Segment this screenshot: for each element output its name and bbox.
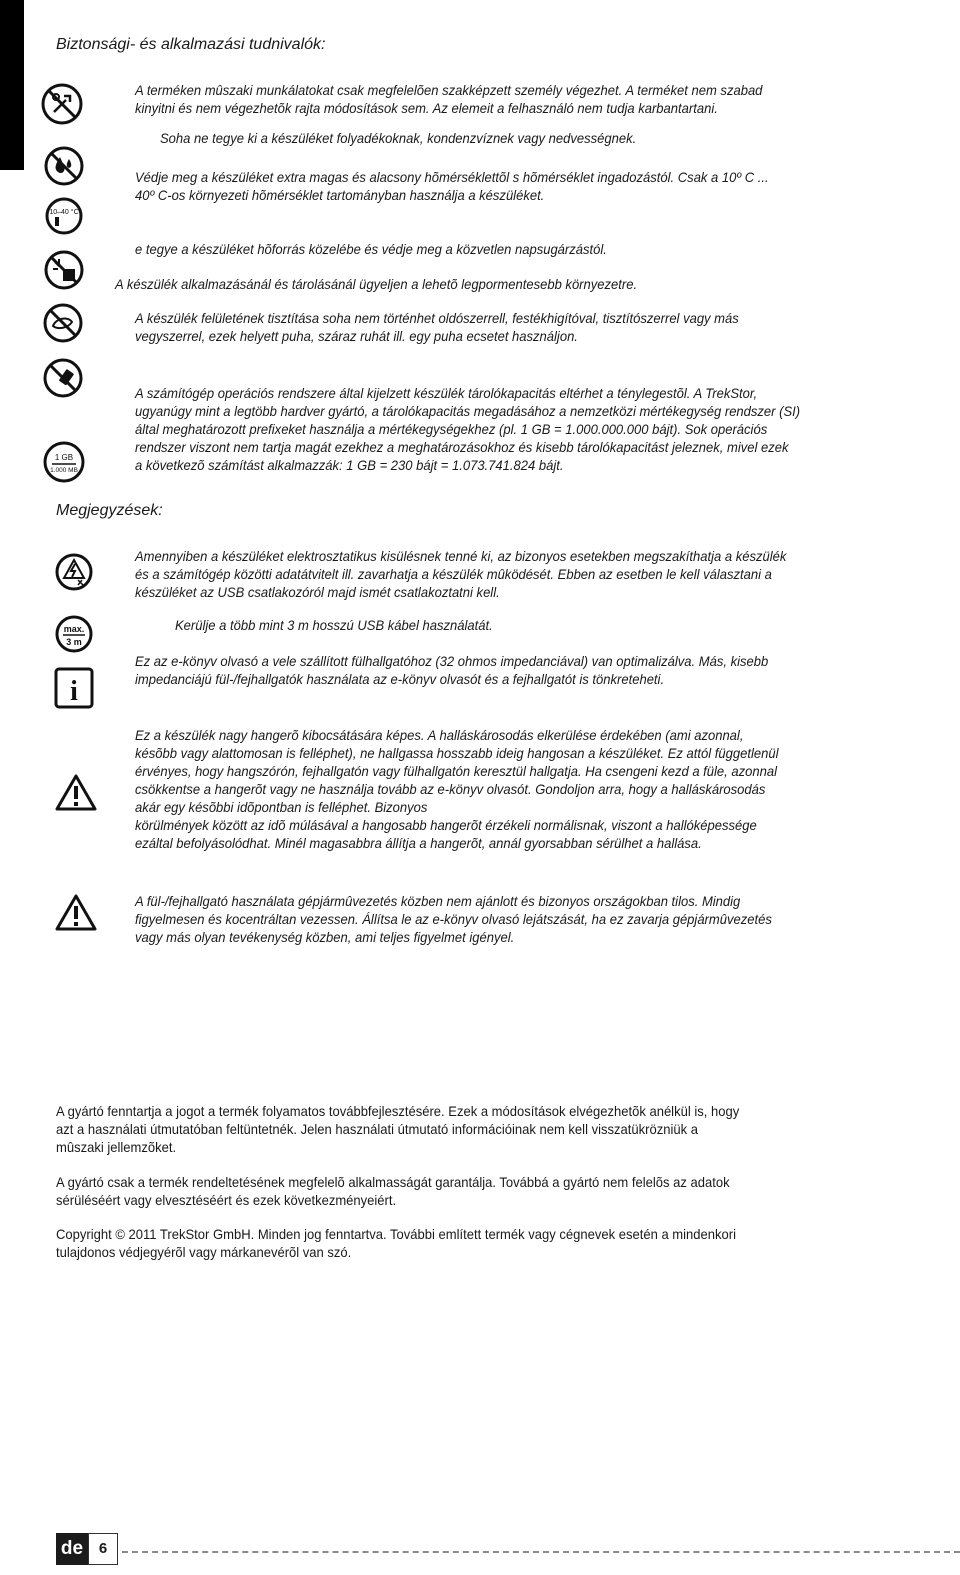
svg-text:1 GB: 1 GB [54,453,74,462]
no-heat-source-icon [43,249,85,291]
page-footer [56,1533,960,1567]
no-chemical-cleaner-icon [42,357,84,399]
side-tab-marker [0,0,24,170]
electrostatic-discharge-icon [54,552,94,592]
note-paragraph-5: A fül-/fejhallgató használata gépjármûvezetés közben nem ajánlott és bizonyos országokban tilos. Mindig figyelmesen és kocentráltan vezessen. Állítsa le az e-könyv olvasó lejátszását, ha ez zavarja gépjármûvezetés vagy más olyan tevékenység közben, ami teljes figyelmet igényel. [135,893,772,945]
page-number: 6 [88,1533,118,1565]
safety-heading: Biztonsági- és alkalmazási tudnivalók: [56,36,326,53]
info-icon [54,667,94,709]
copyright-paragraph: Copyright © 2011 TrekStor GmbH. Minden jog fenntartva. További említett termék vagy cégnevek esetén a mindenkori tulajdonos védjegyérõl vagy márkanevérõl van szó. [56,1226,736,1260]
svg-text:1.000 MB: 1.000 MB [50,467,78,474]
footer-dashed-line [122,1551,960,1553]
notes-heading: Megjegyzések: [56,502,163,519]
svg-text:10–40 °C: 10–40 °C [49,209,79,216]
safety-paragraph-3: Védje meg a készüléket extra magas és alacsony hõmérséklettõl s hõmérséklet ingadozástól. Csak a 10º C ... 40º C-os környezeti hõmérséklet tartományban használja a készüléket. [135,169,769,203]
note-paragraph-4: Ez a készülék nagy hangerõ kibocsátására képes. A halláskárosodás elkerülése érdekében (ami azonnal, késõbb vagy alattomosan is felléphet), ne hallgassa hosszabb ideig hangosan a készüléket. Ez attól függetlenül érvényes, hogy hangszórón, fejhallgatón vagy fülhallgatón keresztül hallgatja. Ha csengeni kezd a füle, azonnal csökkentse a hangerõt vagy ne használja tovább az e-könyv olvasót. Gondoljon arra, hogy a halláskárosodás akár egy késõbbi idõpontban is felléphet. Bizonyos körülmények között az idõ múlásával a hangosabb hangerõt érzékeli normálisnak, viszont a hallóképessége ezáltal befolyásolódhat. Minél magasabbra állítja a hangerõt, annál gyorsabban sérülhet a hallása. [135,727,779,851]
storage-capacity-icon [42,440,86,484]
svg-text:i: i [70,676,78,707]
safety-paragraph-1: A terméken mûszaki munkálatokat csak megfelelõen szakképzett személy végezhet. A terméket nem szabad kinyitni és nem végezhetõk rajta módosítások sem. Az elemeit a felhasználó nem tudja karbantartani. [135,82,763,116]
safety-paragraph-4: e tegye a készüléket hõforrás közelébe és védje meg a közvetlen napsugárzástól. [135,241,607,257]
safety-paragraph-2: Soha ne tegye ki a készüléket folyadékoknak, kondenzvíznek vagy nedvességnek. [160,130,637,146]
note-paragraph-3: Ez az e-könyv olvasó a vele szállított fülhallgatóhoz (32 ohmos impedanciával) van optimalizálva. Más, kisebb impedanciájú fül-/fejhallgatók használata az e-könyv olvasót és a fejhallgatót is tönkreteheti. [135,653,769,687]
no-liquid-icon [43,145,85,187]
warning-triangle-icon [54,773,98,813]
note-paragraph-2: Kerülje a több mint 3 m hosszú USB kábel használatát. [175,617,493,633]
svg-text:max.: max. [63,624,85,634]
footer-paragraph-2: A gyártó csak a termék rendeltetésének megfelelõ alkalmasságát garantálja. Továbbá a gyártó nem felelõs az adatok sérüléséért vagy elvesztéséért és ezek következményeiért. [56,1174,730,1208]
safety-paragraph-6: A készülék felületének tisztítása soha nem történhet oldószerrell, festékhigítóval, tisztítószerrel vagy más vegyszerrel, ezek helyett puha, száraz ruhát ill. egy puha ecsetet használjon. [135,310,739,344]
footer-paragraph-1: A gyártó fenntartja a jogot a termék folyamatos továbbfejlesztésére. Ezek a módosítások elvégezhetõk anélkül is, hogy azt a használati útmutatóban feltüntetnék. Jelen használati útmutató információinak nem kell visszatükrözniük a mûszaki jellemzõket. [56,1103,740,1155]
warning-triangle-icon [54,893,98,933]
no-tools-icon [40,82,84,126]
safety-paragraph-7: A számítógép operációs rendszere által kijelzett készülék tárolókapacitás eltérhet a ténylegestõl. A TrekStor, ugyanúgy mint a legtöbb hardver gyártó, a tárolókapacitás megadásához a nemzetközi mértékegység rendszer (SI) által meghatározott prefixeket használja a mértékegységekhez (pl. 1 GB = 1.000.000.000 bájt). Sok operációs rendszer viszont nem tartja magát ezekhez a meghatározásokhoz és kisebb tárolókapacitást jeleznek, mivel ezek a következõ számítást alkalmazzák: 1 GB = 230 bájt = 1.073.741.824 bájt. [135,385,801,473]
language-tag: de [56,1533,88,1565]
no-dust-icon [42,302,84,344]
safety-paragraph-5: A készülék alkalmazásánál és tárolásánál ügyeljen a lehetõ legpormentesebb környezetre. [115,276,638,292]
max-cable-length-icon [54,614,94,654]
note-paragraph-1: Amennyiben a készüléket elektrosztatikus kisülésnek tenné ki, az bizonyos esetekben megszakíthatja a készülék és a számítógép közötti adatátvitelt ill. zavarhatja a készülék mûködését. Ebben az esetben le kell választani a készüléket az USB csatlakozóról majd ismét csatlakoztatni kell. [135,548,787,600]
temperature-range-icon [44,196,84,236]
svg-text:3 m: 3 m [66,637,82,647]
